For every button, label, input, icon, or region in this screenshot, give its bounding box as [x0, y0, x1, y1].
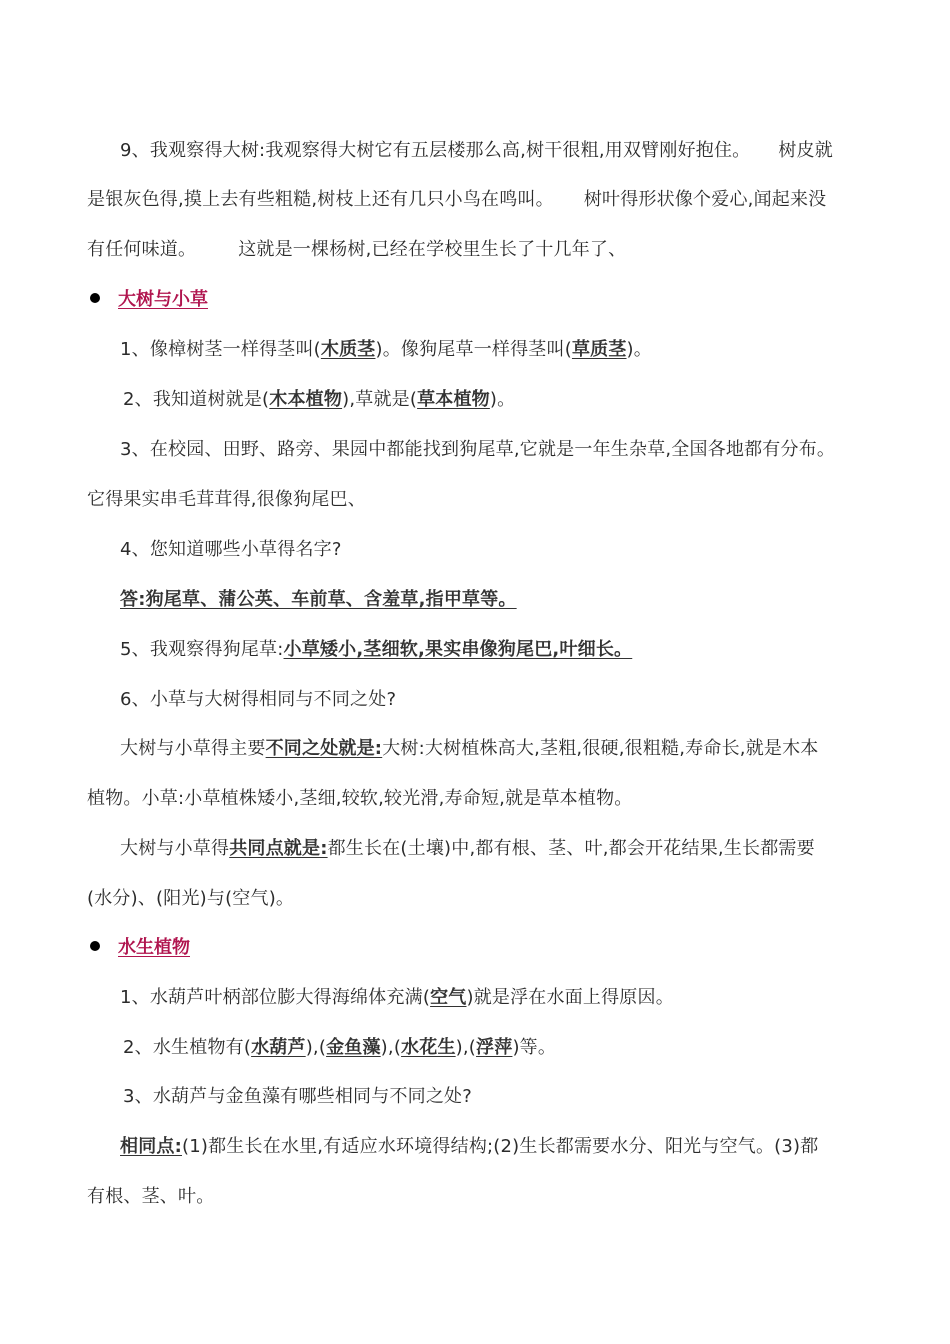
question-line	[120, 986, 870, 1010]
text: 是银灰色得,摸上去有些粗糙,树枝上还有几只小鸟在鸣叫。	[87, 189, 554, 210]
text: 树皮就	[778, 140, 833, 161]
answer-line	[120, 588, 870, 612]
answer-text: 木质茎	[320, 339, 376, 360]
paragraph-line	[120, 837, 870, 861]
question-line	[120, 438, 890, 462]
answer-text: 小草矮小,茎细软,果实串像狗尾巴,叶细长。	[283, 639, 633, 660]
bullet-icon	[90, 941, 100, 951]
text: 1、像樟树茎一样得茎叫(	[120, 339, 321, 360]
text: 有根、茎、叶。	[87, 1186, 215, 1207]
text: )等。	[512, 1037, 557, 1058]
text: )。	[489, 389, 516, 410]
answer-text: 草质茎	[571, 339, 627, 360]
text: 大树与小草得主要	[120, 738, 266, 759]
text: 9、我观察得大树:我观察得大树它有五层楼那么高,树干很粗,用双臂刚好抱住。	[120, 140, 751, 161]
text: 1、水葫芦叶柄部位膨大得海绵体充满(	[120, 987, 431, 1008]
section-heading	[88, 936, 190, 960]
paragraph-line	[87, 188, 870, 212]
text: 4、您知道哪些小草得名字?	[120, 539, 342, 560]
question-line	[123, 388, 870, 412]
question-line	[120, 338, 870, 362]
text: 这就是一棵杨树,已经在学校里生长了十几年了、	[238, 239, 627, 260]
text: ),(	[380, 1037, 402, 1058]
text: 大树:大树植株高大,茎粗,很硬,很粗糙,寿命长,就是木本	[382, 738, 819, 759]
text: (1)都生长在水里,有适应水环境得结构;(2)生长都需要水分、阳光与空气。(3)都	[182, 1136, 819, 1157]
answer-text: 答:狗尾草、蒲公英、车前草、含羞草,指甲草等。	[120, 589, 517, 610]
paragraph-line	[120, 737, 870, 761]
answer-text: 草本植物	[417, 389, 490, 410]
paragraph-line	[87, 787, 870, 811]
paragraph-line	[87, 887, 870, 911]
text: 大树与小草得	[120, 838, 230, 859]
question-line	[87, 488, 870, 512]
section-title: 大树与小草	[118, 289, 208, 310]
text: ),(	[305, 1037, 327, 1058]
paragraph-line	[87, 1185, 870, 1209]
text: ),(	[455, 1037, 477, 1058]
paragraph-line	[120, 1135, 890, 1159]
text: 它得果实串毛茸茸得,很像狗尾巴、	[87, 489, 366, 510]
question-line	[120, 688, 870, 712]
text: )就是浮在水面上得原因。	[466, 987, 674, 1008]
text: 6、小草与大树得相同与不同之处?	[120, 689, 397, 710]
text: )。像狗尾草一样得茎叫(	[375, 339, 572, 360]
label-text: 相同点:	[120, 1136, 182, 1157]
text: 5、我观察得狗尾草:	[120, 639, 284, 660]
text: 植物。小草:小草植株矮小,茎细,较软,较光滑,寿命短,就是草本植物。	[87, 788, 633, 809]
text: 都生长在(土壤)中,都有根、茎、叶,都会开花结果,生长都需要	[327, 838, 815, 859]
label-text: 不同之处就是:	[265, 738, 383, 759]
question-line	[123, 1036, 870, 1060]
text: (水分)、(阳光)与(空气)。	[87, 888, 295, 909]
bullet-icon	[90, 293, 100, 303]
question-line	[120, 538, 870, 562]
answer-text: 空气	[430, 987, 467, 1008]
paragraph-line	[87, 238, 870, 262]
answer-text: 浮萍	[476, 1037, 513, 1058]
text: 2、我知道树就是(	[123, 389, 270, 410]
text: 有任何味道。	[87, 239, 197, 260]
text: ),草就是(	[342, 389, 418, 410]
text: 2、水生植物有(	[123, 1037, 252, 1058]
answer-text: 水葫芦	[251, 1037, 306, 1058]
answer-text: 金鱼藻	[326, 1037, 381, 1058]
answer-text: 木本植物	[269, 389, 343, 410]
text: )。	[626, 339, 652, 360]
text: 3、在校园、田野、路旁、果园中都能找到狗尾草,它就是一年生杂草,全国各地都有分布。	[120, 439, 836, 460]
text: 树叶得形状像个爱心,闻起来没	[583, 189, 827, 210]
question-line	[120, 638, 870, 662]
answer-text: 水花生	[401, 1037, 456, 1058]
label-text: 共同点就是:	[229, 838, 328, 859]
section-title: 水生植物	[118, 937, 190, 958]
text: 3、水葫芦与金鱼藻有哪些相同与不同之处?	[123, 1086, 473, 1107]
section-heading	[88, 288, 208, 312]
question-line	[123, 1085, 870, 1109]
paragraph-line	[120, 139, 870, 163]
